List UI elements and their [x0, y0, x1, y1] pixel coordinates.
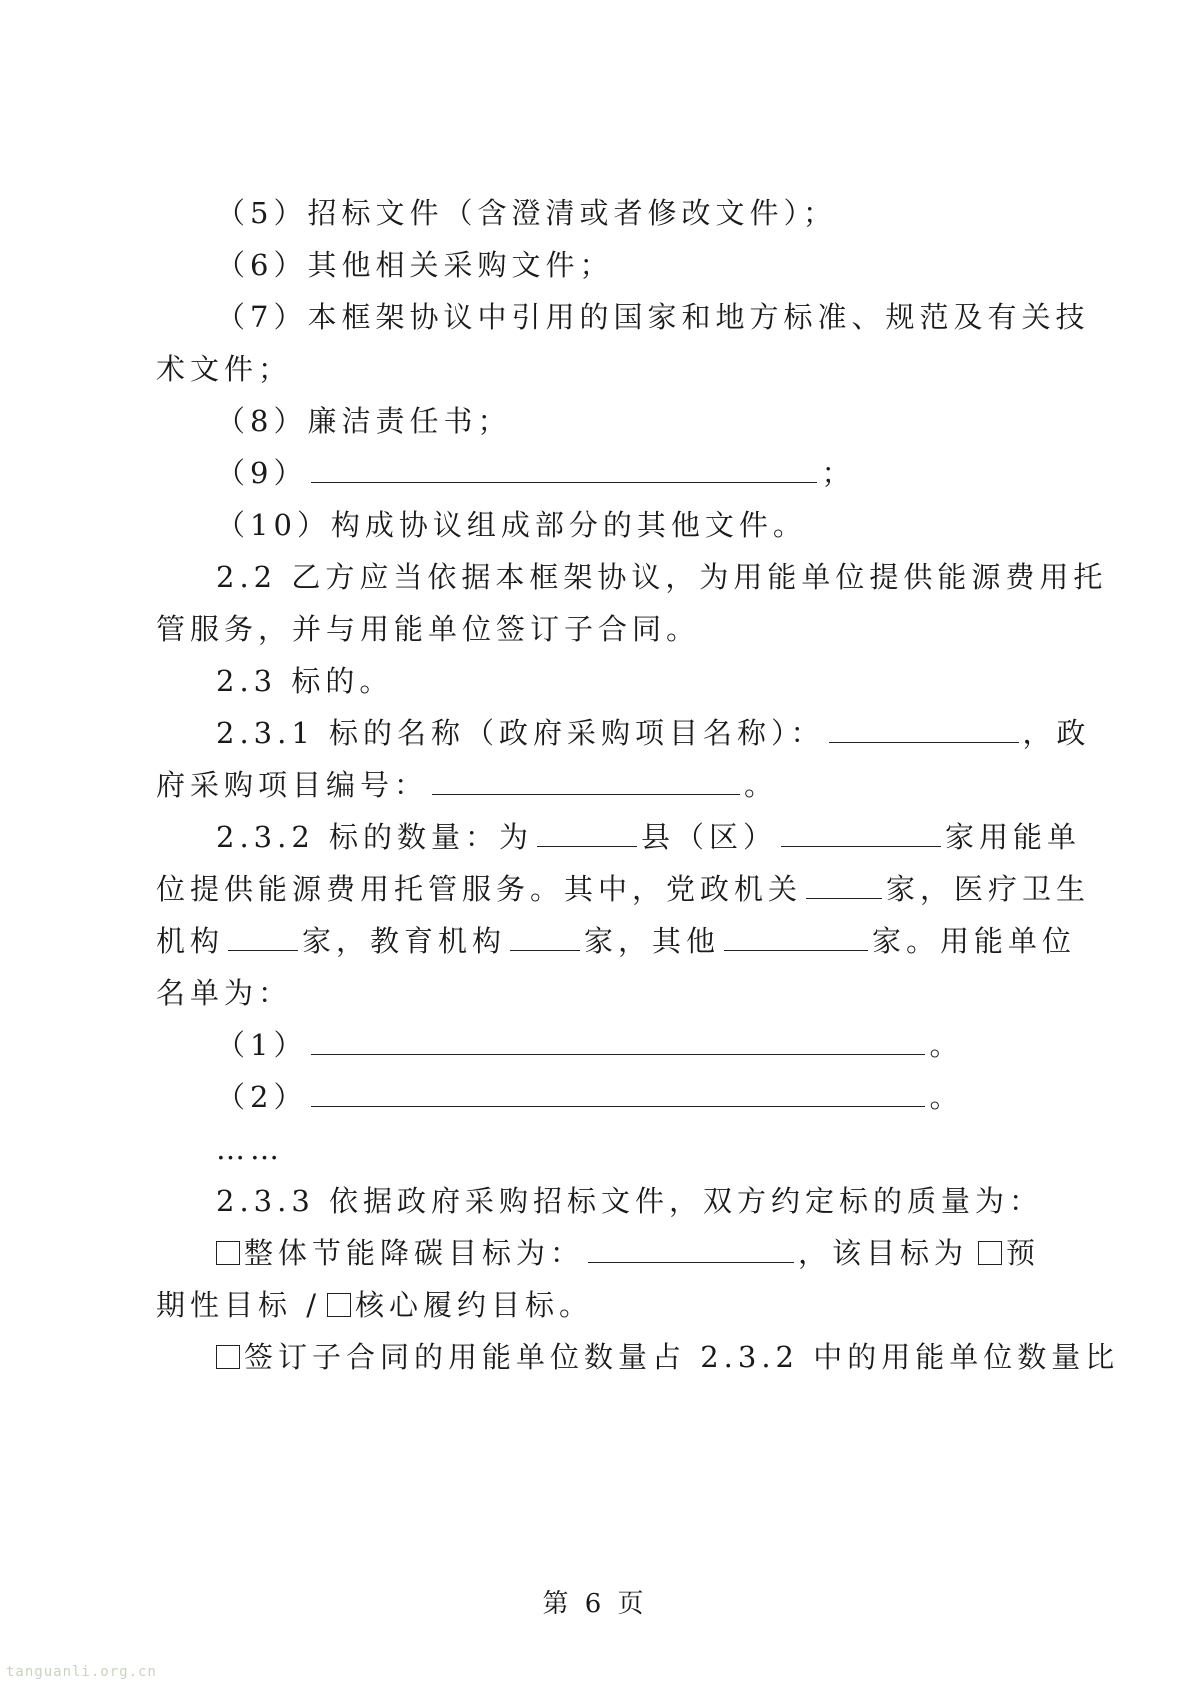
other-count-blank[interactable] [724, 924, 868, 951]
item-1-blank[interactable] [311, 1028, 925, 1055]
carbon-target-line2 [0, 1285, 1190, 1325]
expected-target-label-cont: 期性目标 / [156, 1288, 321, 1322]
contract-ratio-label: 签订子合同的用能单位数量占 2.3.2 中的用能单位数量比 [244, 1340, 1120, 1374]
project-number-label: 府采购项目编号： [156, 768, 429, 802]
section-2-2-line1: 2.2 乙方应当依据本框架协议，为用能单位提供能源费用托 [216, 560, 1108, 594]
education-label: 家，教育机构 [302, 924, 507, 958]
expected-target-label: 预 [1006, 1236, 1041, 1270]
clause-9-end: ； [821, 456, 856, 490]
item-1-end: 。 [929, 1028, 964, 1062]
subject-name-tail: ，政 [1022, 716, 1091, 750]
county-count-blank[interactable] [537, 820, 637, 847]
project-number-end: 。 [744, 768, 779, 802]
section-2-3-1-line1 [0, 713, 1190, 753]
clause-9-blank[interactable] [311, 456, 817, 483]
education-count-blank[interactable] [510, 924, 580, 951]
clause-7-line2: 术文件； [156, 352, 293, 386]
carbon-target-checkbox[interactable] [216, 1241, 240, 1265]
contract-ratio-line [0, 1337, 1190, 1377]
expected-target-checkbox[interactable] [978, 1241, 1002, 1265]
clause-6: （6）其他相关采购文件； [216, 248, 614, 282]
carbon-target-blank[interactable] [588, 1236, 794, 1263]
target-type-label: ，该目标为 [798, 1236, 969, 1270]
section-2-3-3: 2.3.3 依据政府采购招标文件，双方约定标的质量为： [216, 1184, 1044, 1218]
core-target-checkbox[interactable] [327, 1293, 351, 1317]
clause-8: （8）廉洁责任书； [216, 404, 512, 438]
party-agency-label: 位提供能源费用托管服务。其中，党政机关 [156, 872, 803, 906]
project-number-blank[interactable] [432, 768, 740, 795]
unit-list-ellipsis: …… [216, 1132, 284, 1166]
section-2-3-2-line4: 名单为： [156, 976, 293, 1010]
clause-10: （10）构成协议组成部分的其他文件。 [216, 508, 807, 542]
unit-count-blank[interactable] [781, 820, 941, 847]
section-2-3-2-line1 [0, 817, 1190, 857]
page-number: 第 6 页 [542, 1589, 648, 1619]
clause-9-label: （9） [216, 456, 308, 490]
clause-5: （5）招标文件（含澄清或者修改文件）； [216, 196, 837, 230]
unit-list-item-1 [0, 1025, 1190, 1065]
county-label: 县（区） [641, 820, 778, 854]
subject-name-blank[interactable] [829, 716, 1019, 743]
carbon-target-line1 [0, 1233, 1190, 1273]
section-2-2-line2: 管服务，并与用能单位签订子合同。 [156, 612, 701, 646]
section-2-3-1-line2 [0, 765, 1190, 805]
medical-label: 家，医疗卫生 [886, 872, 1091, 906]
carbon-target-label: 整体节能降碳目标为： [244, 1236, 585, 1270]
item-2-end: 。 [929, 1080, 964, 1114]
clause-9 [0, 453, 1190, 493]
other-label: 家，其他 [584, 924, 721, 958]
contract-ratio-checkbox[interactable] [216, 1345, 240, 1369]
clause-7-line1: （7）本框架协议中引用的国家和地方标准、规范及有关技 [216, 300, 1090, 334]
institution-label: 机构 [156, 924, 225, 958]
item-1-label: （1） [216, 1028, 308, 1062]
unit-list-item-2 [0, 1077, 1190, 1117]
section-2-3: 2.3 标的。 [216, 664, 394, 698]
section-2-3-2-line3 [0, 921, 1190, 961]
medical-count-blank[interactable] [228, 924, 298, 951]
watermark: tanguanli.org.cn [6, 1664, 157, 1680]
section-2-3-2-line2 [0, 869, 1190, 909]
party-agency-blank[interactable] [806, 872, 882, 899]
item-2-blank[interactable] [311, 1080, 925, 1107]
unit-list-label: 家。用能单位 [872, 924, 1077, 958]
subject-name-label: 2.3.1 标的名称（政府采购项目名称）： [216, 716, 825, 750]
item-2-label: （2） [216, 1080, 308, 1114]
unit-label: 家用能单 [945, 820, 1082, 854]
core-target-label: 核心履约目标。 [355, 1288, 594, 1322]
quantity-label: 2.3.2 标的数量：为 [216, 820, 534, 854]
